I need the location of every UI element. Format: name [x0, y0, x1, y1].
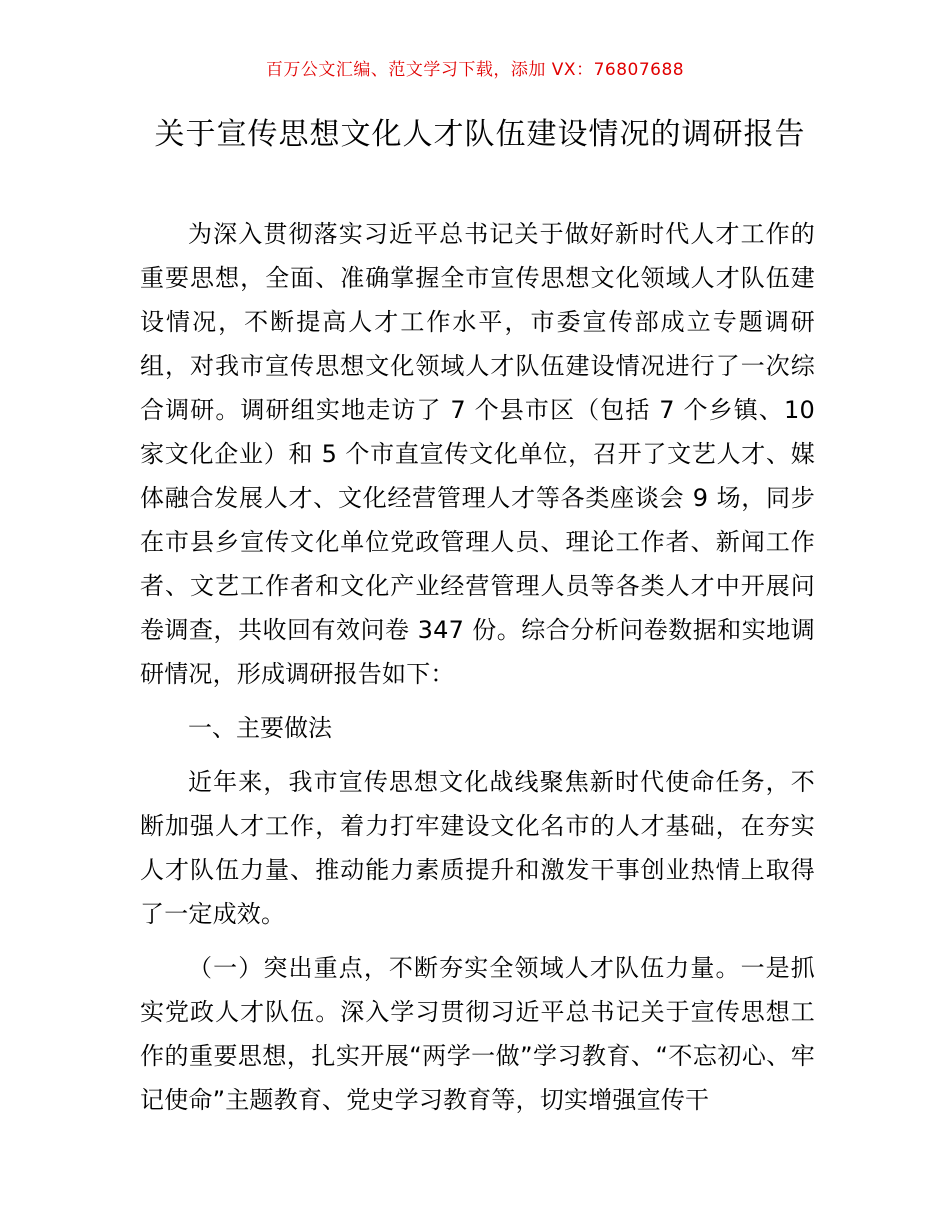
- section-heading-main-practices: 一、主要做法: [188, 714, 332, 742]
- document-body: [140, 212, 815, 1122]
- section-intro-paragraph: 近年来，我市宣传思想文化战线聚焦新时代使命任务，不断加强人才工作，着力打牢建设文化名市的人才基础，在夯实人才队伍力量、推动能力素质提升和激发干事创业热情上取得了一定成效。: [140, 768, 815, 928]
- intro-paragraph: 为深入贯彻落实习近平总书记关于做好新时代人才工作的重要思想，全面、准确掌握全市宣传思想文化领域人才队伍建设情况，不断提高人才工作水平，市委宣传部成立专题调研组，对我市宣传思想文化领域人才队伍建设情况进行了一次综合调研。调研组实地走访了 7 个县市区（包括 7 个乡镇、10 家文化企业）和 5 个市直宣传文化单位，召开了文艺人才、媒体融合发展人才、文化经营管理人才等各类座谈会 9 场，同步在市县乡宣传文化单位党政管理人员、理论工作者、新闻工作者、文艺工作者和文化产业经营管理人员等各类人才中开展问卷调查，共收回有效问卷 347 份。综合分析问卷数据和实地调研情况，形成调研报告如下：: [140, 220, 815, 688]
- subsection-paragraph: （一）突出重点，不断夯实全领域人才队伍力量。一是抓实党政人才队伍。深入学习贯彻习近平总书记关于宣传思想工作的重要思想，扎实开展“两学一做”学习教育、“不忘初心、牢记使命”主题教育、党史学习教育等，切实增强宣传干: [140, 954, 815, 1114]
- watermark-header-note: 百万公文汇编、范文学习下载，添加 VX：76807688: [265, 60, 685, 80]
- document-title: 关于宣传思想文化人才队伍建设情况的调研报告: [154, 117, 806, 152]
